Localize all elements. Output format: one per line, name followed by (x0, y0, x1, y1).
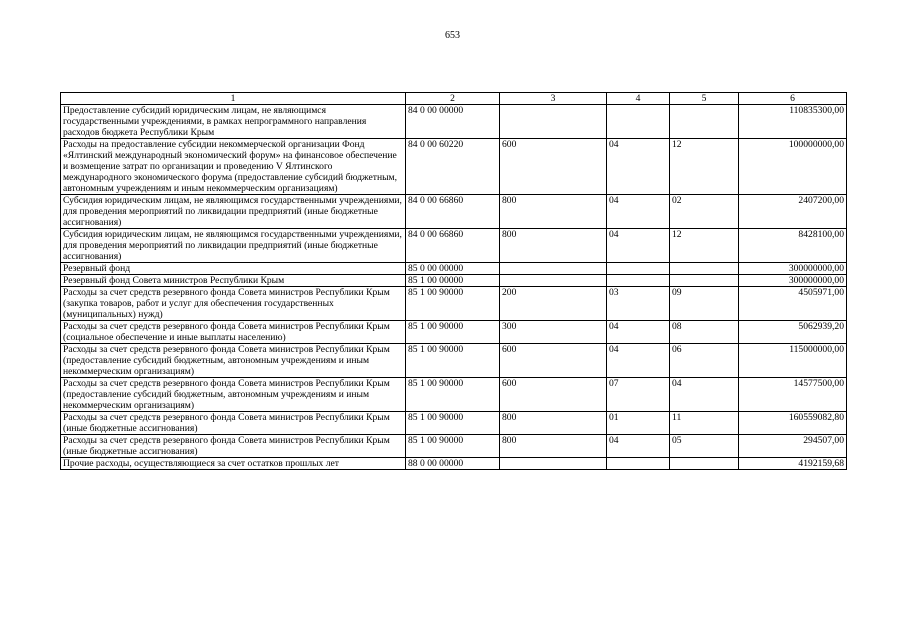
table-row (61, 287, 847, 321)
row-expense-type: 800 (500, 412, 607, 435)
row-expense-type: 600 (500, 378, 607, 412)
column-header: 1 (61, 93, 406, 105)
table-row (61, 435, 847, 458)
row-code: 84 0 00 66860 (406, 229, 500, 263)
row-code: 85 1 00 90000 (406, 344, 500, 378)
row-expense-type: 800 (500, 229, 607, 263)
table-row (61, 195, 847, 229)
row-section: 01 (607, 412, 670, 435)
row-section: 04 (607, 229, 670, 263)
table-row (61, 412, 847, 435)
row-description: Резервный фонд Совета министров Республики Крым (61, 275, 406, 287)
row-description: Резервный фонд (61, 263, 406, 275)
row-amount: 8428100,00 (739, 229, 847, 263)
row-section: 07 (607, 378, 670, 412)
row-description: Расходы за счет средств резервного фонда Совета министров Республики Крым (иные бюджетные ассигнования) (61, 412, 406, 435)
column-header: 6 (739, 93, 847, 105)
row-subsection (670, 275, 739, 287)
table-row (61, 458, 847, 470)
table-row (61, 321, 847, 344)
row-amount: 110835300,00 (739, 105, 847, 139)
row-amount: 300000000,00 (739, 275, 847, 287)
row-expense-type (500, 458, 607, 470)
table-row (61, 263, 847, 275)
row-section: 03 (607, 287, 670, 321)
header-row (61, 93, 847, 105)
row-expense-type: 300 (500, 321, 607, 344)
row-amount: 294507,00 (739, 435, 847, 458)
row-code: 85 1 00 90000 (406, 321, 500, 344)
row-amount: 160559082,80 (739, 412, 847, 435)
row-code: 85 1 00 90000 (406, 378, 500, 412)
row-code: 85 1 00 90000 (406, 435, 500, 458)
column-header: 3 (500, 93, 607, 105)
row-code: 84 0 00 60220 (406, 139, 500, 195)
row-subsection: 12 (670, 139, 739, 195)
row-subsection (670, 105, 739, 139)
budget-table (60, 92, 847, 470)
row-subsection: 05 (670, 435, 739, 458)
table-row (61, 378, 847, 412)
row-description: Предоставление субсидий юридическим лицам, не являющимся государственными учреждениями, в рамках непрограммного направления расходов бюджета Республики Крым (61, 105, 406, 139)
row-amount: 14577500,00 (739, 378, 847, 412)
table-row (61, 275, 847, 287)
row-expense-type: 600 (500, 139, 607, 195)
column-header: 4 (607, 93, 670, 105)
row-expense-type (500, 105, 607, 139)
row-section (607, 275, 670, 287)
row-description: Расходы за счет средств резервного фонда Совета министров Республики Крым (закупка товаров, работ и услуг для обеспечения государственных (муниципальных) нужд) (61, 287, 406, 321)
table-row (61, 139, 847, 195)
row-amount: 4192159,68 (739, 458, 847, 470)
row-amount: 4505971,00 (739, 287, 847, 321)
row-subsection: 04 (670, 378, 739, 412)
row-expense-type: 200 (500, 287, 607, 321)
table-row (61, 105, 847, 139)
row-expense-type (500, 275, 607, 287)
row-description: Расходы за счет средств резервного фонда Совета министров Республики Крым (социальное обеспечение и иные выплаты населению) (61, 321, 406, 344)
row-subsection: 09 (670, 287, 739, 321)
row-section: 04 (607, 139, 670, 195)
row-code: 88 0 00 00000 (406, 458, 500, 470)
row-code: 85 0 00 00000 (406, 263, 500, 275)
table-row (61, 344, 847, 378)
row-expense-type: 600 (500, 344, 607, 378)
row-description: Расходы за счет средств резервного фонда Совета министров Республики Крым (предоставление субсидий бюджетным, автономным учреждениям и иным некоммерческим организациям) (61, 378, 406, 412)
row-subsection: 11 (670, 412, 739, 435)
row-code: 84 0 00 66860 (406, 195, 500, 229)
row-subsection: 02 (670, 195, 739, 229)
row-code: 85 1 00 00000 (406, 275, 500, 287)
row-subsection (670, 458, 739, 470)
row-section: 04 (607, 321, 670, 344)
row-subsection: 06 (670, 344, 739, 378)
row-section: 04 (607, 435, 670, 458)
row-description: Расходы на предоставление субсидии некоммерческой организации Фонд «Ялтинский международный экономический форум» на финансовое обеспечение и возмещение затрат по организации и проведению V Ялтинского международного экономического форума (предоставление субсидий бюджетным, автономным учреждениям и иным некоммерческим организациям) (61, 139, 406, 195)
row-section (607, 105, 670, 139)
row-description: Расходы за счет средств резервного фонда Совета министров Республики Крым (иные бюджетные ассигнования) (61, 435, 406, 458)
table-row (61, 229, 847, 263)
row-description: Субсидия юридическим лицам, не являющимся государственными учреждениями, для проведения мероприятий по ликвидации предприятий (иные бюджетные ассигнования) (61, 195, 406, 229)
row-expense-type (500, 263, 607, 275)
row-section: 04 (607, 344, 670, 378)
row-section (607, 458, 670, 470)
row-section (607, 263, 670, 275)
row-description: Прочие расходы, осуществляющиеся за счет остатков прошлых лет (61, 458, 406, 470)
row-subsection: 08 (670, 321, 739, 344)
row-amount: 300000000,00 (739, 263, 847, 275)
row-amount: 115000000,00 (739, 344, 847, 378)
row-expense-type: 800 (500, 195, 607, 229)
row-code: 85 1 00 90000 (406, 412, 500, 435)
row-amount: 100000000,00 (739, 139, 847, 195)
row-description: Расходы за счет средств резервного фонда Совета министров Республики Крым (предоставление субсидий бюджетным, автономным учреждениям и иным некоммерческим организациям) (61, 344, 406, 378)
row-description: Субсидия юридическим лицам, не являющимся государственными учреждениями, для проведения мероприятий по ликвидации предприятий (иные бюджетные ассигнования) (61, 229, 406, 263)
row-section: 04 (607, 195, 670, 229)
row-amount: 2407200,00 (739, 195, 847, 229)
table-body (61, 105, 847, 470)
page-number: 653 (445, 30, 460, 41)
column-header: 2 (406, 93, 500, 105)
row-subsection (670, 263, 739, 275)
column-header: 5 (670, 93, 739, 105)
row-code: 85 1 00 90000 (406, 287, 500, 321)
row-expense-type: 800 (500, 435, 607, 458)
row-code: 84 0 00 00000 (406, 105, 500, 139)
row-amount: 5062939,20 (739, 321, 847, 344)
row-subsection: 12 (670, 229, 739, 263)
